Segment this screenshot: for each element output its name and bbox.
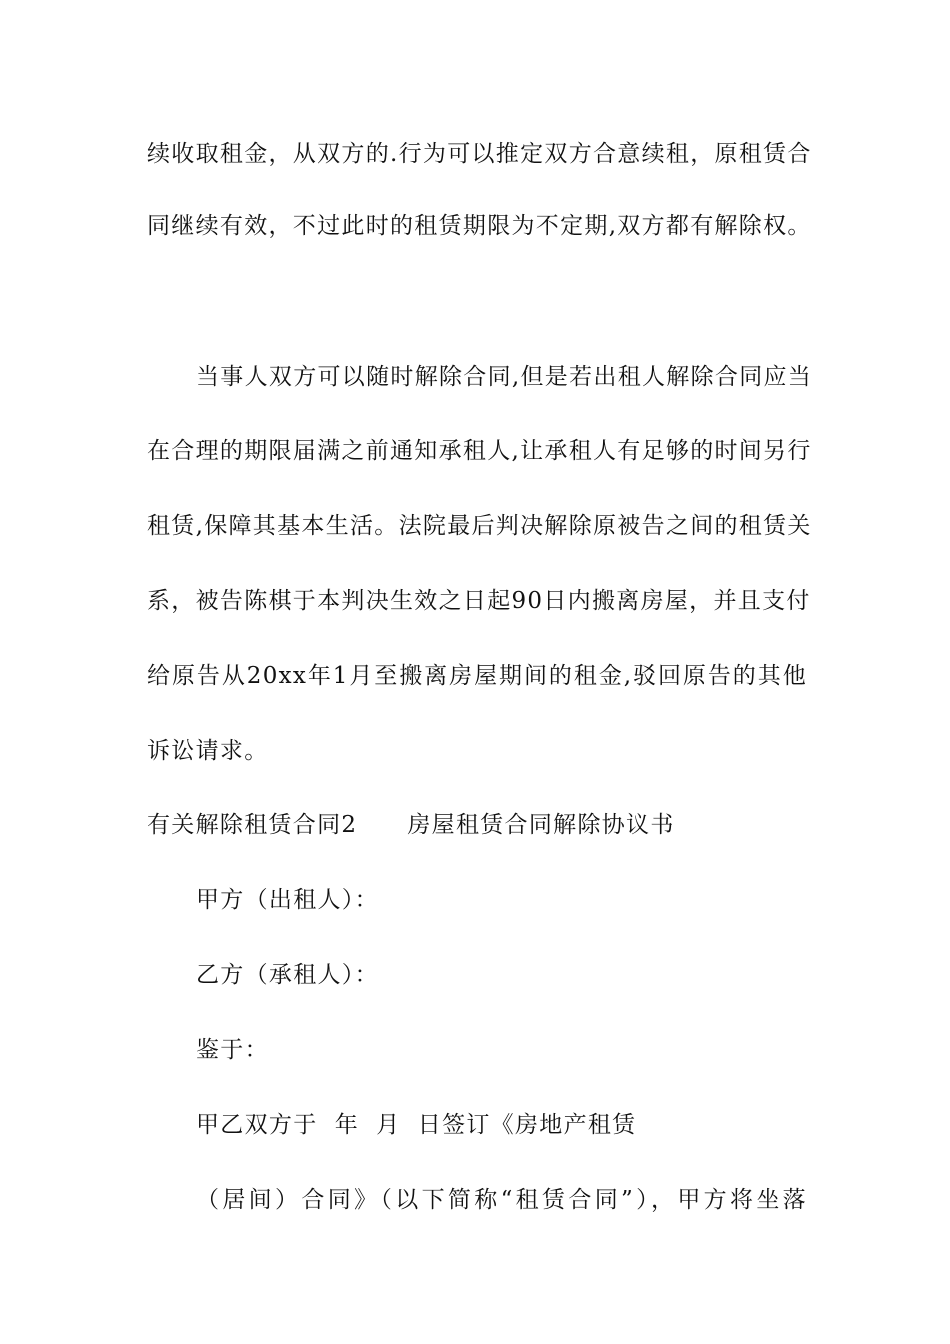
section-heading-number: 有关解除租赁合同2 (147, 812, 358, 838)
paragraph-2-line-2: 在合理的期限届满之前通知承租人,让承租人有足够的时间另行 (147, 438, 812, 464)
whereas-line: 鉴于： (196, 1037, 269, 1063)
paragraph-2-line-6: 诉讼请求。 (147, 738, 269, 764)
party-a-line: 甲方（出租人）： (196, 887, 379, 913)
section-heading-title: 房屋租赁合同解除协议书 (407, 812, 675, 838)
paragraph-1-line-2: 同继续有效，不过此时的租赁期限为不定期,双方都有解除权。 (147, 213, 812, 239)
party-b-line: 乙方（承租人）： (196, 962, 379, 988)
section-heading (147, 810, 807, 840)
clause-line-2: （居间）合同》（以下简称“租赁合同”），甲方将坐落 (196, 1187, 807, 1213)
clause-line-1: 甲乙双方于 年 月 日签订《房地产租赁 (196, 1112, 637, 1138)
paragraph-2-line-5: 给原告从20xx年1月至搬离房屋期间的租金,驳回原告的其他 (147, 663, 807, 689)
paragraph-2-line-4: 系，被告陈棋于本判决生效之日起90日内搬离房屋，并且支付 (147, 588, 811, 614)
paragraph-1-line-1: 续收取租金，从双方的.行为可以推定双方合意续租，原租赁合 (147, 141, 812, 167)
paragraph-2-line-1: 当事人双方可以随时解除合同,但是若出租人解除合同应当 (196, 364, 813, 390)
paragraph-2-line-3: 租赁,保障其基本生活。法院最后判决解除原被告之间的租赁关 (147, 513, 812, 539)
